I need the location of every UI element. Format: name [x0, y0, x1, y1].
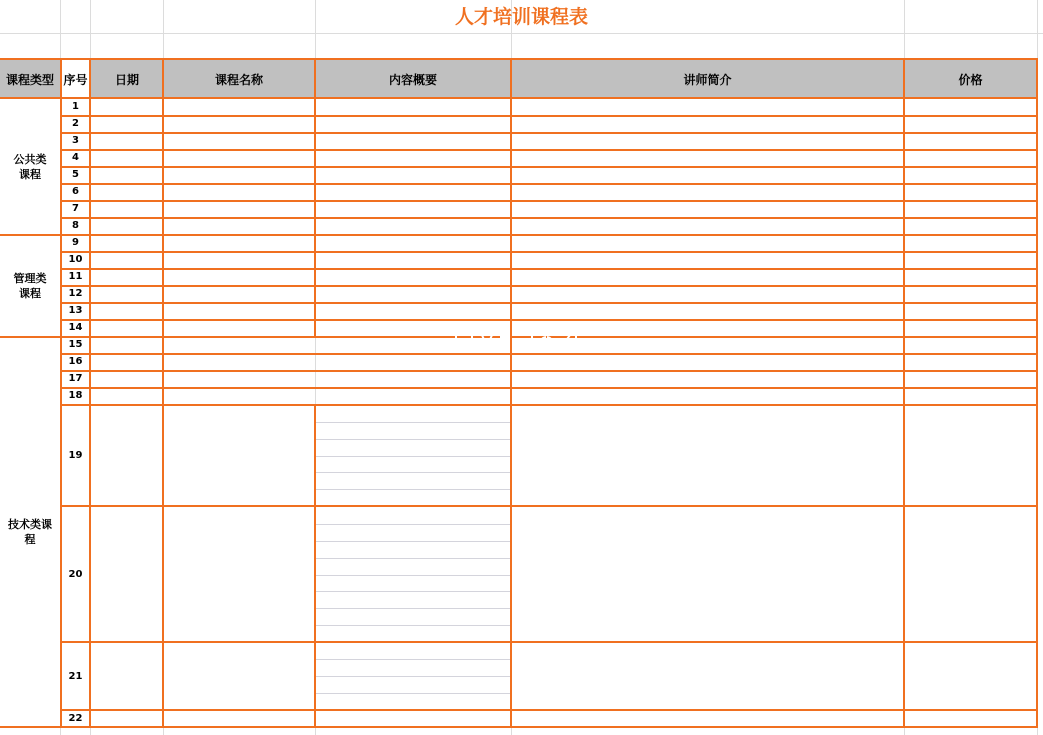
- row-number[interactable]: 8: [72, 220, 79, 231]
- table-border: [0, 58, 1038, 60]
- cell-subline: [316, 541, 511, 542]
- cell-subline: [316, 558, 511, 559]
- cell-subline: [316, 524, 511, 525]
- header-content-summary[interactable]: 内容概要: [388, 72, 437, 87]
- row-number[interactable]: 19: [68, 450, 83, 461]
- header-teacher-intro[interactable]: 讲师简介: [683, 72, 732, 87]
- row-border: [61, 302, 1038, 304]
- row-number[interactable]: 11: [68, 271, 83, 282]
- row-number[interactable]: 21: [68, 671, 83, 682]
- row-number[interactable]: 17: [68, 373, 83, 384]
- cell-subline: [316, 608, 511, 609]
- row-border: [61, 268, 1038, 270]
- row-number[interactable]: 9: [72, 237, 79, 248]
- row-border: [61, 166, 1038, 168]
- cell-subline: [316, 422, 511, 423]
- category-label: 管理类 课程: [13, 272, 47, 300]
- row-border: [61, 370, 1038, 372]
- cell-subline: [316, 676, 511, 677]
- row-number[interactable]: 18: [68, 390, 83, 401]
- column-border: [510, 58, 512, 728]
- header-sequence[interactable]: 序号: [63, 72, 88, 87]
- cell-subline: [316, 575, 511, 576]
- row-number[interactable]: 7: [72, 203, 79, 214]
- row-border: [61, 115, 1038, 117]
- header-course-type[interactable]: 课程类型: [5, 72, 54, 87]
- row-number[interactable]: 10: [68, 254, 83, 265]
- group-border: [0, 234, 1038, 236]
- row-number[interactable]: 5: [72, 169, 79, 180]
- cell-subline: [316, 659, 511, 660]
- cell-subline: [316, 456, 511, 457]
- column-border: [903, 58, 905, 728]
- row-border: [61, 149, 1038, 151]
- gridline: [0, 33, 1043, 34]
- row-number[interactable]: 1: [72, 101, 79, 112]
- cell-subline: [316, 439, 511, 440]
- category-management-courses[interactable]: [0, 236, 60, 336]
- row-border: [61, 505, 1038, 507]
- column-border: [314, 404, 316, 728]
- cell-subline: [316, 693, 511, 694]
- cell-subline: [316, 591, 511, 592]
- row-border: [61, 353, 1038, 355]
- watermark: [452, 331, 592, 353]
- row-number[interactable]: 20: [68, 569, 83, 580]
- row-number[interactable]: 12: [68, 288, 83, 299]
- cell-subline: [316, 472, 511, 473]
- row-border: [61, 387, 1038, 389]
- row-border: [61, 319, 1038, 321]
- category-public-courses[interactable]: [0, 99, 60, 234]
- header-date[interactable]: 日期: [114, 72, 139, 87]
- column-border: [1036, 58, 1038, 728]
- row-number[interactable]: 13: [68, 305, 83, 316]
- row-border: [61, 132, 1038, 134]
- row-border: [61, 285, 1038, 287]
- row-border: [61, 251, 1038, 253]
- column-border: [314, 58, 316, 337]
- row-border: [61, 641, 1038, 643]
- table-border: [0, 97, 1038, 99]
- row-number[interactable]: 4: [72, 152, 79, 163]
- column-border: [162, 58, 164, 728]
- category-label: 技术类课 程: [8, 518, 52, 546]
- row-border: [61, 200, 1038, 202]
- row-border: [61, 183, 1038, 185]
- row-number[interactable]: 6: [72, 186, 79, 197]
- row-number[interactable]: 2: [72, 118, 79, 129]
- row-border: [61, 709, 1038, 711]
- row-number[interactable]: 22: [68, 713, 83, 724]
- category-label: 公共类 课程: [13, 152, 47, 181]
- cell-subline: [316, 489, 511, 490]
- cell-subline: [316, 625, 511, 626]
- row-number[interactable]: 15: [68, 339, 83, 350]
- sheet-title: 人才培训课程表: [454, 6, 588, 28]
- header-course-name[interactable]: 课程名称: [214, 72, 263, 87]
- row-number[interactable]: 14: [68, 322, 83, 333]
- row-border: [61, 217, 1038, 219]
- category-technical-courses[interactable]: [0, 338, 60, 726]
- row-number[interactable]: 3: [72, 135, 79, 146]
- table-border: [0, 726, 1038, 728]
- row-number[interactable]: 16: [68, 356, 83, 367]
- row-border: [61, 404, 1038, 406]
- header-price[interactable]: 价格: [958, 72, 983, 87]
